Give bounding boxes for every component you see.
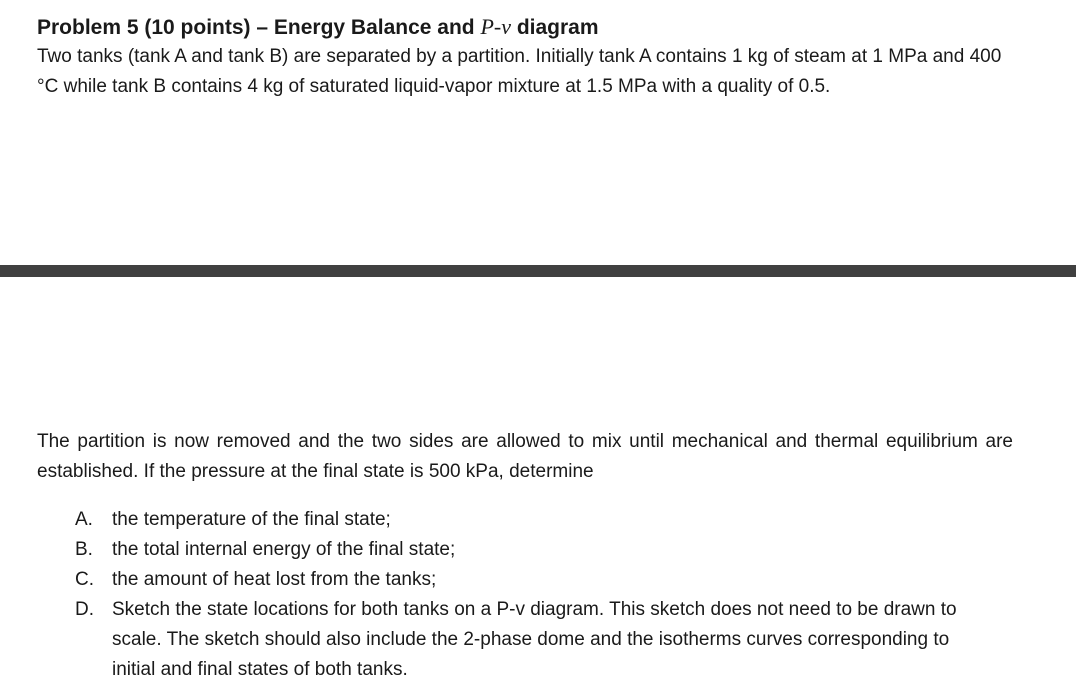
list-marker: D. [75,599,94,620]
list-item [75,565,975,595]
question-parts-list [75,505,975,685]
title-suffix: diagram [511,16,599,39]
title-prefix: Problem 5 (10 points) – Energy Balance and [37,16,481,39]
list-item [75,595,975,685]
section-divider [0,265,1076,277]
list-item [75,505,975,535]
problem-intro: Two tanks (tank A and tank B) are separated by a partition. Initially tank A contains 1 kg of steam at 1 MPa and 400 °C while tank B contains 4 kg of saturated liquid-vapor mixture at 1.5 MPa with a quality of 0.5. [37,46,1002,97]
list-item-text: the total internal energy of the final state; [112,539,456,560]
list-item-text: the amount of heat lost from the tanks; [112,569,437,590]
title-math: P-v [480,14,511,39]
list-item [75,535,975,565]
list-marker: A. [75,509,93,530]
list-marker: B. [75,539,93,560]
problem-title [37,12,599,43]
list-item-text: the temperature of the final state; [112,509,391,530]
problem-continuation: The partition is now removed and the two sides are allowed to mix until mechanical and thermal equilibrium are established. If the pressure at the final state is 500 kPa, determine [37,431,1013,482]
list-item-text: Sketch the state locations for both tanks on a P-v diagram. This sketch does not need to be drawn to scale. The sketch should also include the 2-phase dome and the isotherms curves corresponding to initial and final states of both tanks. [112,599,957,680]
list-marker: C. [75,569,94,590]
